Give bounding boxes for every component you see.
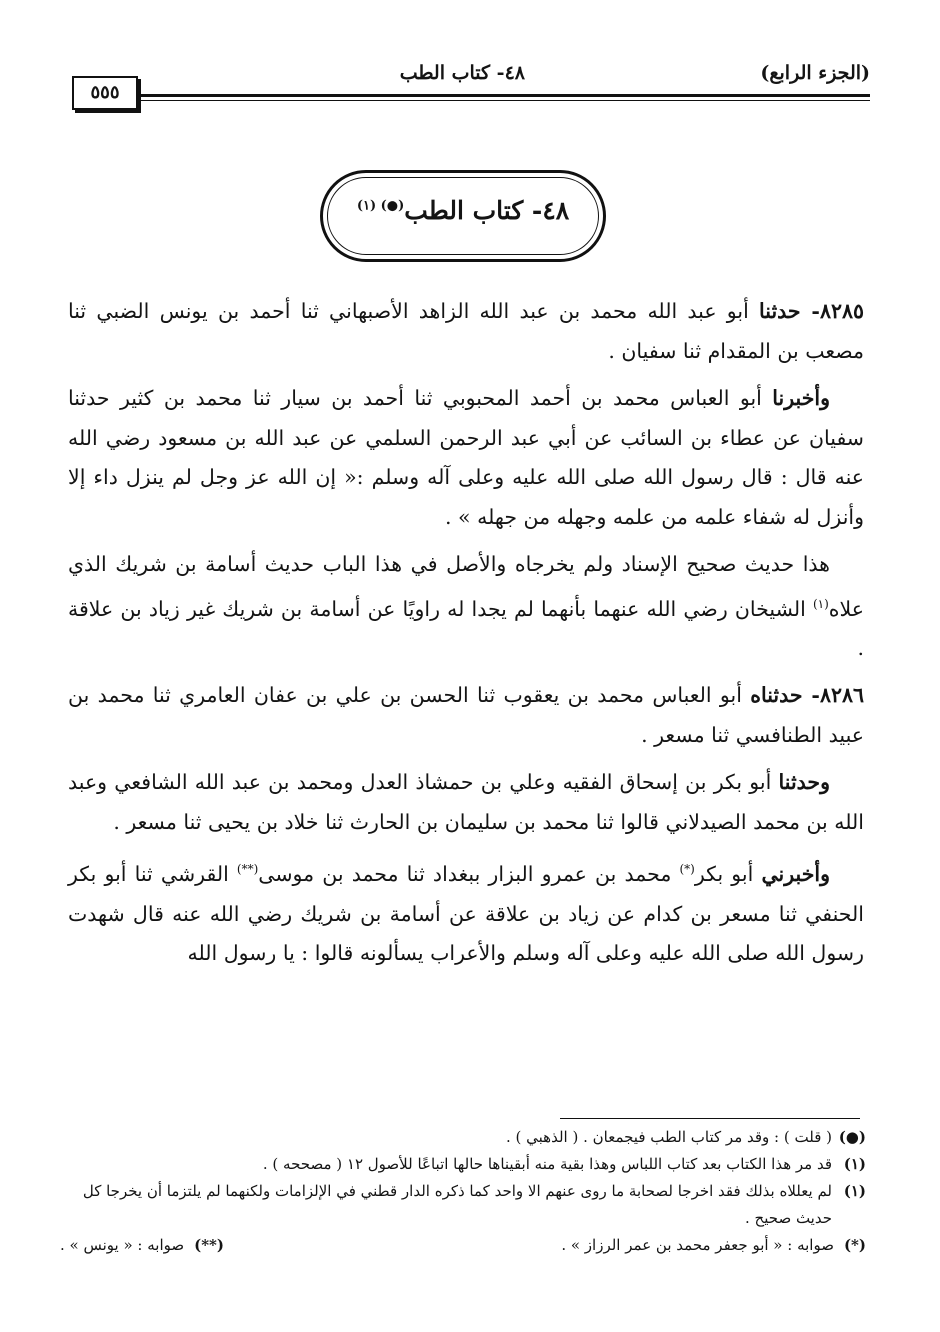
chain-lead: وأخبرني [761, 862, 830, 887]
chapter-title-marks: (●) (١) [356, 198, 405, 214]
footnote [60, 1232, 224, 1259]
footnote-mark: (**) [194, 1236, 224, 1254]
paragraph-text-cont: محمد بن عمرو البزار ببغداد ثنا محمد بن موسى [258, 862, 680, 887]
chapter-title-frame [320, 170, 606, 262]
footnote-text: صوابه : « أبو جعفر محمد بن عمر الرزاز » . [561, 1236, 834, 1254]
paragraph-text: أبو عبد الله محمد بن عبد الله الزاهد الأصبهاني ثنا أحمد بن يونس الضبي ثنا مصعب بن المقدام ثنا سفيان . [68, 299, 864, 363]
paragraph-hadith-8285 [68, 292, 864, 371]
chain-lead: وحدثنا [778, 770, 830, 795]
book-label: ٤٨- كتاب الطب [399, 62, 525, 84]
paragraph-chain-3 [68, 763, 864, 842]
footnote-mark: (*) [843, 1236, 866, 1254]
paragraph-chain-4 [68, 850, 864, 973]
paragraph-text: أبو العباس محمد بن يعقوب ثنا الحسن بن علي بن عفان العامري ثنا محمد بن عبيد الطنافسي ثنا مسعر . [68, 683, 864, 747]
paragraph-text: أبو العباس محمد بن أحمد المحبوبي ثنا أحمد بن سيار ثنا محمد بن كثير حدثنا سفيان عن عطاء بن السائب عن أبي عبد الرحمن السلمي عن عبد الله بن مسعود رضي الله عنه قال : قال رسول الله صلى الله عليه وعلى آله وسلم :« إن الله عز وجل لم ينزل داء إلا وأنزل له شفاء علمه من علمه وجهله من جهله » . [68, 386, 864, 529]
paragraph-text: أبو بكر بن إسحاق الفقيه وعلي بن حمشاذ العدل ومحمد بن عبد الله الشافعي وعبد الله بن محمد الصيدلاني قالوا ثنا محمد بن سليمان بن الحارث ثنا خلاد بن يحيى ثنا مسعر . [68, 770, 864, 834]
footnote [60, 1151, 866, 1178]
footnote-mark: (١) [843, 1182, 866, 1200]
header-rule [135, 94, 870, 97]
chain-lead: وأخبرنا [772, 386, 830, 410]
paragraph-text-cont: الشيخان رضي الله عنهما بأنهما لم يجدا له راويًا عن أسامة بن شريك غير زياد بن علاقة . [68, 596, 864, 660]
footnote-mark: (●) [838, 1128, 866, 1146]
footnote-text: قد مر هذا الكتاب بعد كتاب اللباس وهذا بقية منه أبقيناها حالها اتباعًا للأصول ١٢ ( مصححه ) . [262, 1155, 832, 1173]
footnote-separator [560, 1118, 860, 1119]
footnote-mark: (١) [843, 1155, 866, 1173]
footnote-text: صوابه : « يونس » . [60, 1236, 185, 1254]
footnote-ref: (**) [236, 862, 259, 877]
footnotes [60, 1124, 866, 1259]
header-rule-thin [135, 100, 870, 101]
hadith-number-lead: ٨٢٨٦- حدثناه [750, 683, 864, 708]
paragraph-text: هذا حديث صحيح الإسناد ولم يخرجاه والأصل في هذا الباب حديث أسامة بن شريك الذي علاه [68, 552, 864, 621]
footnote-text: لم يعللاه بذلك فقد اخرجا لصحابة ما روى عنهم الا واحد كما ذكره الدار قطني في الإلزامات ولكنهما لم يلتزما أن يخرجا كل حديث صحيح . [82, 1182, 832, 1227]
footnote [60, 1124, 866, 1151]
paragraph-text-cont: القرشي ثنا أبو بكر الحنفي ثنا مسعر بن كدام عن زياد بن علاقة عن أسامة بن شريك رضي الله عنه قال شهدت رسول الله صلى الله عليه وعلى آله وسلم والأعراب يسألونه قالوا : يا رسول الله [68, 862, 864, 966]
main-text [68, 292, 864, 982]
footnote-ref: (*) [679, 862, 695, 877]
footnote [561, 1232, 866, 1259]
footnote-text: ( قلت ) : وقد مر كتاب الطب فيجمعان . ( الذهبي ) . [505, 1128, 832, 1146]
paragraph-chain-2 [68, 379, 864, 537]
chapter-title [320, 196, 606, 225]
page-number: ٥٥٥ [72, 76, 138, 110]
footnote-ref: (١) [812, 596, 829, 611]
paragraph-hadith-8286 [68, 676, 864, 755]
footnote [60, 1178, 866, 1232]
paragraph-text: أبو بكر [694, 862, 762, 887]
paragraph-commentary [68, 545, 864, 668]
volume-label: (الجزء الرابع) [760, 62, 870, 84]
chapter-title-text: ٤٨- كتاب الطب [404, 196, 570, 225]
hadith-number-lead: ٨٢٨٥- حدثنا [759, 299, 864, 323]
running-header [60, 58, 870, 102]
